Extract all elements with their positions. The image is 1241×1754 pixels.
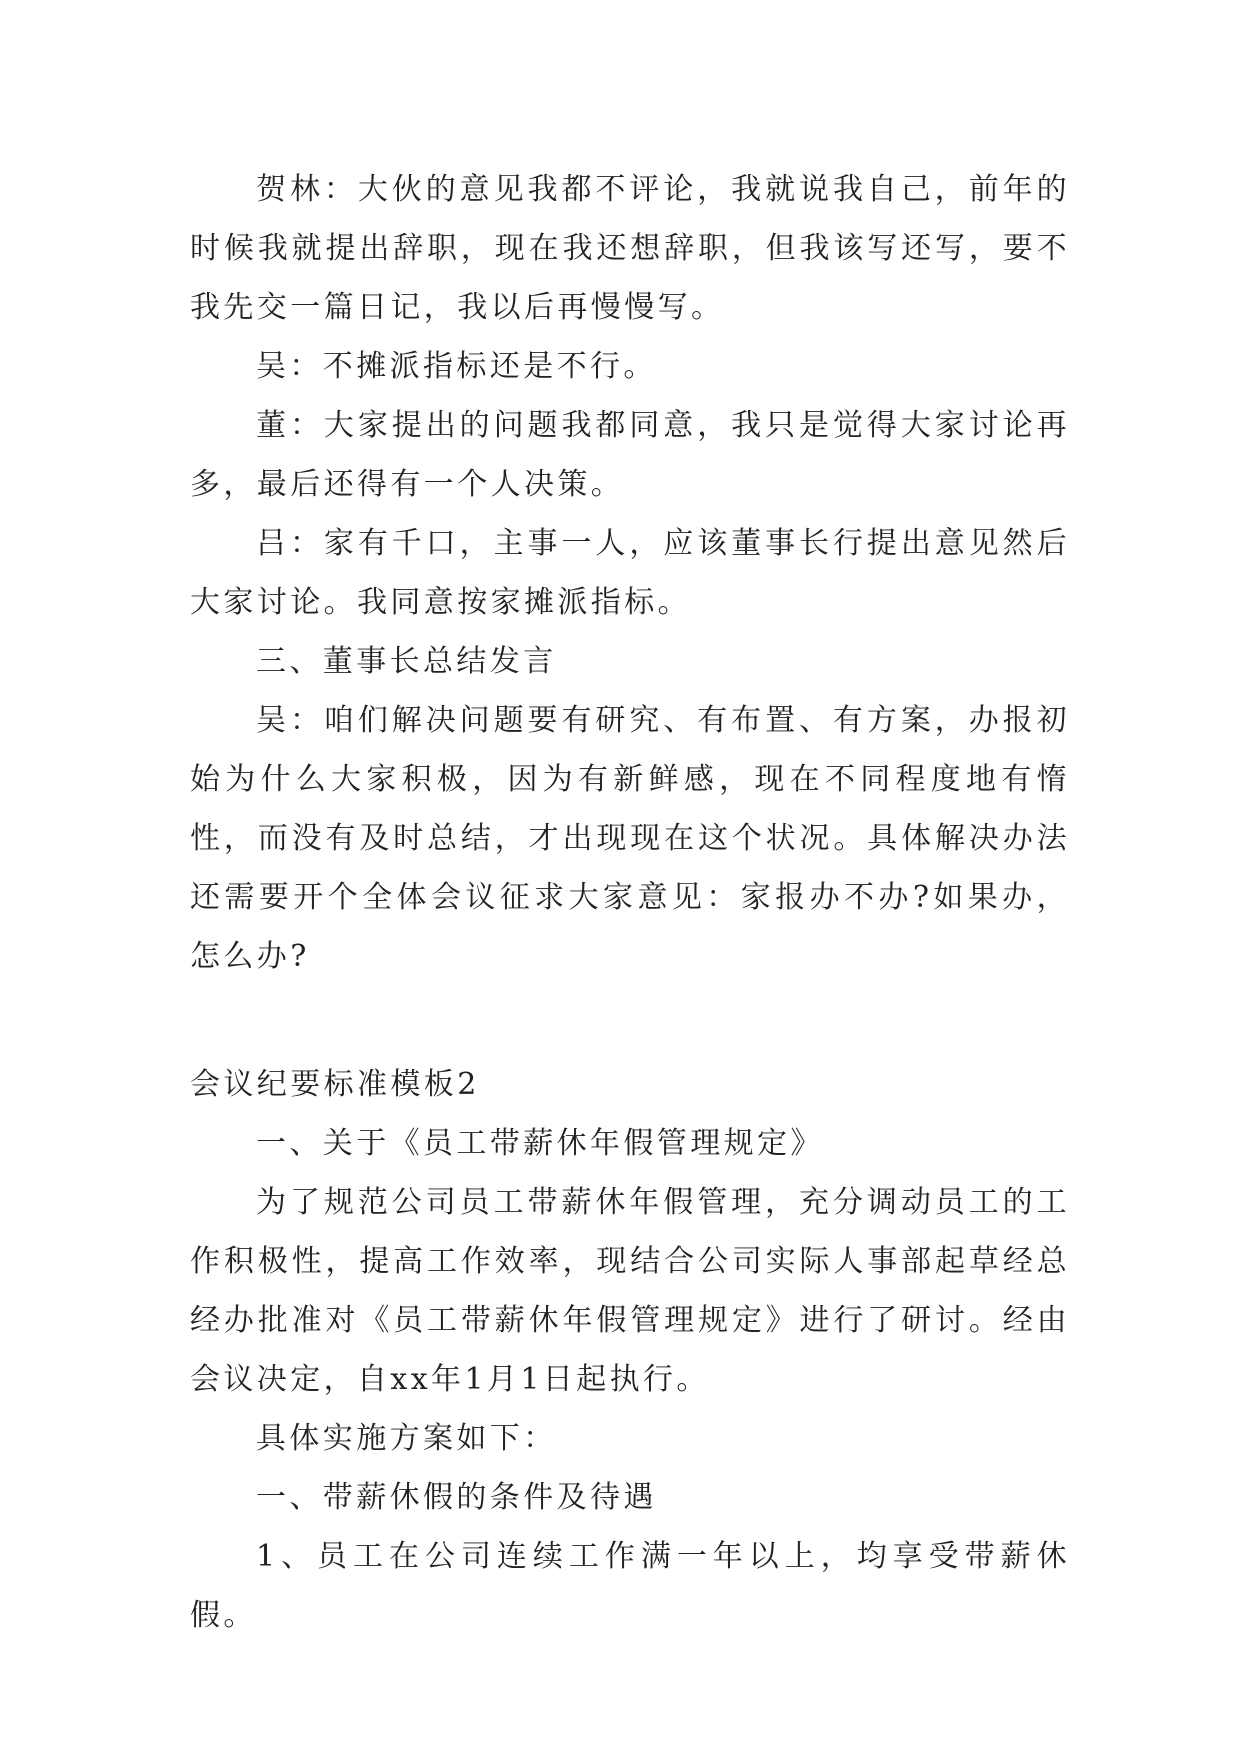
paragraph-chairman-summary: 吴：咱们解决问题要有研究、有布置、有方案，办报初始为什么大家积极，因为有新鲜感，现在不同程度地有惰性，而没有及时总结，才出现现在这个状况。具体解决办法还需要开个全体会议征求大家意见：家报办不办?如果办，怎么办? xyxy=(190,703,1070,974)
section-heading-chairman-summary: 三、董事长总结发言 xyxy=(256,644,557,679)
paragraph-implementation-plan: 具体实施方案如下： xyxy=(256,1421,557,1456)
paragraph-wu-statement: 吴：不摊派指标还是不行。 xyxy=(256,349,657,384)
paragraph-leave-purpose: 为了规范公司员工带薪休年假管理，充分调动员工的工作积极性，提高工作效率，现结合公司实际人事部起草经总经办批准对《员工带薪休年假管理规定》进行了研讨。经由会议决定，自xx年1月1日起执行。 xyxy=(190,1185,1070,1397)
section-heading-leave-conditions: 一、带薪休假的条件及待遇 xyxy=(256,1480,657,1515)
paragraph-lv-statement: 吕：家有千口，主事一人，应该董事长行提出意见然后大家讨论。我同意按家摊派指标。 xyxy=(190,526,1070,620)
paragraph-dong-statement: 董：大家提出的问题我都同意，我只是觉得大家讨论再多，最后还得有一个人决策。 xyxy=(190,408,1070,502)
paragraph-helin-statement: 贺林：大伙的意见我都不评论，我就说我自己，前年的时候我就提出辞职，现在我还想辞职，但我该写还写，要不我先交一篇日记，我以后再慢慢写。 xyxy=(190,172,1070,325)
section-heading-annual-leave: 一、关于《员工带薪休年假管理规定》 xyxy=(256,1126,824,1161)
paragraph-leave-rule-1: 1、员工在公司连续工作满一年以上，均享受带薪休假。 xyxy=(190,1539,1070,1633)
document-title: 会议纪要标准模板2 xyxy=(190,1067,480,1102)
section-spacer xyxy=(190,986,1070,1055)
document-body xyxy=(190,160,1070,1645)
